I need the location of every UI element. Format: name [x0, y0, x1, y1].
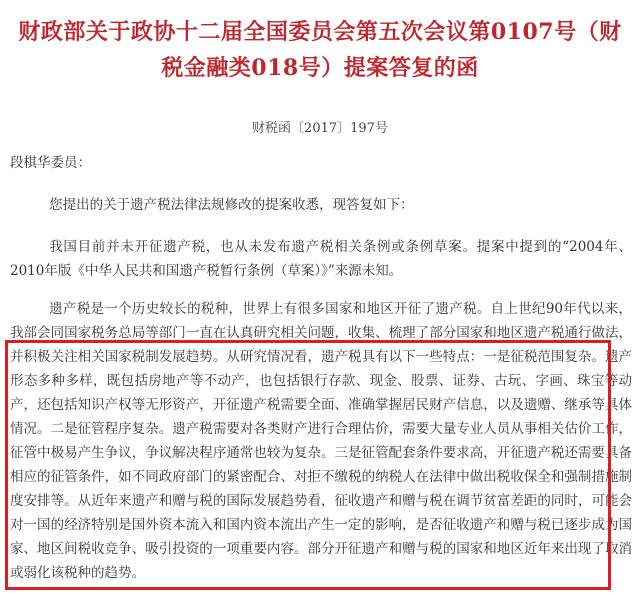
paragraph-2: 我国目前并未开征遗产税，也从未发布遗产税相关条例或条例草案。提案中提到的“2004年、2010年版《中华人民共和国遗产税暂行条例（草案）》”来源未知。 — [10, 239, 632, 279]
salutation: 段棋华委员： — [10, 155, 91, 171]
paragraph-3: 遗产税是一个历史较长的税种，世界上有很多国家和地区开征了遗产税。自上世纪90年代以来，我部会同国家税务总局等部门一直在认真研究相关问题，收集、梳理了部分国家和地区遗产税通行做法，并积极关注相关国家税制发展趋势。从研究情况看，遗产税具有以下一些特点：一是征税范围复杂。遗产形态多种多样，既包括房地产等不动产，也包括银行存款、现金、股票、证券、古玩、字画、珠宝等动产，还包括知识产权等无形资产，开征遗产税需要全面、准确掌握居民财产信息，以及遗赠、继承等具体情况。二是征管程序复杂。遗产税需要对各类财产进行合理估价，需要大量专业人员从事相关估价工作，征管中极易产生争议，争议解决程序通常也较为复杂。三是征管配套条件要求高，开征遗产税还需要具备相应的征管条件，如不同政府部门的紧密配合、对拒不缴税的纳税人在法律中做出税收保全和强制措施制度安排等。从近年来遗产和赠与税的国际发展趋势看，征收遗产和赠与税在调节贫富差距的同时，可能会对一国的经济特别是国外资本流入和国内资本流出产生一定的影响，是否征收遗产和赠与税已逐步成为国家、地区间税收竞争、吸引投资的一项重要内容。部分开征遗产和赠与税的国家和地区近年来出现了取消或弱化该税种的趋势。 — [10, 301, 632, 581]
paragraph-1: 您提出的关于遗产税法律法规修改的提案收悉，现答复如下： — [49, 197, 414, 213]
document-title: 财政部关于政协十二届全国委员会第五次会议第0107号（财税金融类018号）提案答复的函 — [18, 19, 622, 81]
document-number: 财税函〔2017〕197号 — [252, 121, 388, 136]
